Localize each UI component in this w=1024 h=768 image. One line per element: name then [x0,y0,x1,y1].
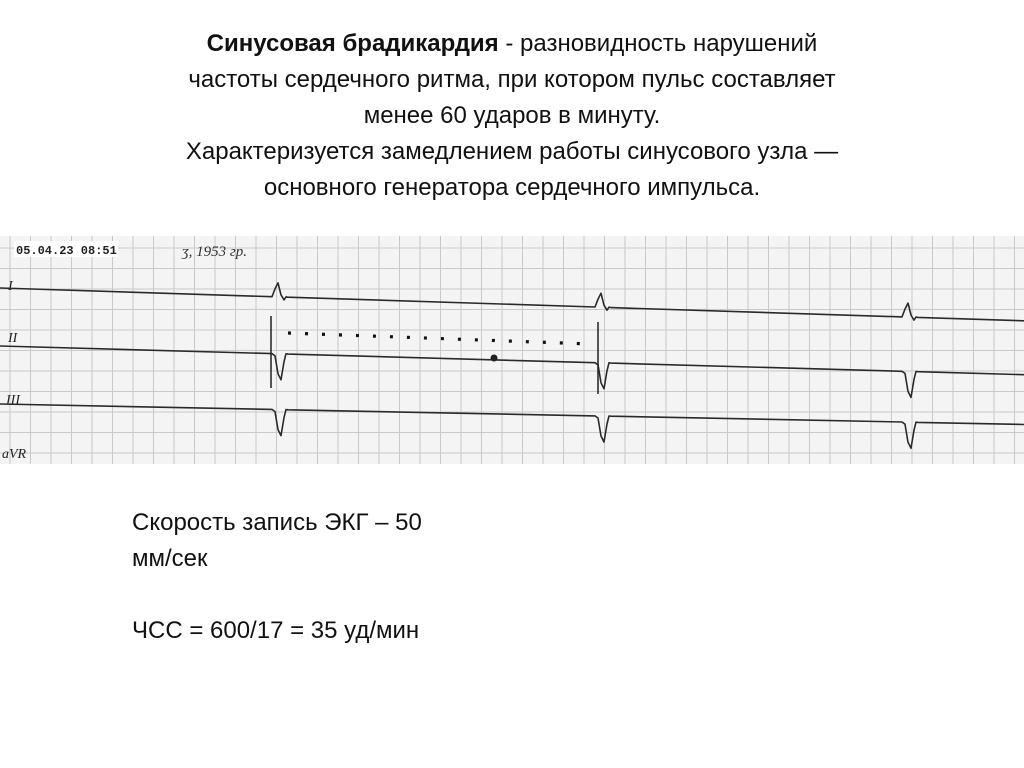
slide-heading [60,26,964,206]
lead-label-i: I [8,279,13,294]
lead-label-ii: II [8,331,18,346]
ecg-timestamp: 05.04.23 08:51 [16,244,117,258]
ecg-handwritten-note: ʒ, 1953 гр. [182,244,248,260]
heading-line-3: менее 60 ударов в минуту. [363,102,661,129]
notes-block [132,505,552,649]
ecg-image [0,236,1024,464]
notes-spacer [132,577,552,613]
heading-line-2: частоты сердечного ритма, при котором пульс составляет [188,66,836,93]
heading-line-5: основного генератора сердечного импульса. [263,174,761,201]
lead-label-iii: III [6,393,20,408]
heart-rate-line: ЧСС = 600/17 = 35 уд/мин [132,617,420,644]
heading-line-1-rest: - разновидность нарушений [498,30,818,57]
heading-term: Синусовая брадикардия [206,30,499,57]
heading-line-1 [60,26,964,62]
heading-line-4: Характеризуется замедлением работы синусового узла — [185,138,839,165]
speed-line-1: Скорость запись ЭКГ – 50 [132,509,422,536]
ecg-strip [0,236,1024,464]
lead-label-avr: aVR [2,447,27,462]
speed-line-2: мм/сек [132,545,208,572]
rr-dot [491,355,498,362]
